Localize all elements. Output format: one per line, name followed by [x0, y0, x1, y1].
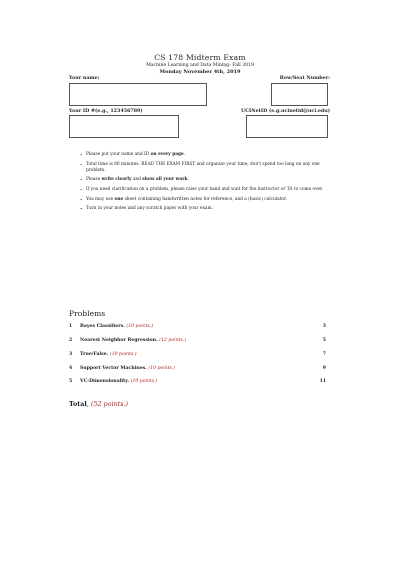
problem-row [69, 324, 326, 332]
instruction-emphasis: one [114, 196, 124, 202]
name-label: Your name: [69, 75, 100, 81]
total-value: (52 points.) [90, 400, 129, 408]
instruction-emphasis: on every page [150, 152, 184, 157]
problem-points: (10 points.) [126, 324, 154, 329]
instruction-text: Please [86, 177, 102, 183]
instruction-item [80, 187, 330, 193]
seat-label: Row/Seat Number: [279, 75, 330, 81]
instruction-text: . [187, 177, 189, 183]
instruction-text: . [183, 152, 186, 157]
total-points: Total, (52 points.) [69, 400, 129, 408]
instruction-item [80, 177, 330, 183]
instruction-text: If you need clarification on a problem, please raise your hand and wait for the instructor or TA to come over. [86, 186, 324, 192]
problem-title: Nearest Neighbor Regression. [80, 338, 158, 343]
netid-box[interactable] [246, 115, 328, 138]
name-box[interactable] [69, 83, 207, 106]
problem-row [69, 366, 326, 374]
problem-points: (12 points.) [159, 338, 186, 343]
problem-row [69, 352, 326, 360]
instruction-emphasis: write clearly [101, 177, 132, 183]
bullet-icon: • [80, 206, 83, 212]
bullet-icon: • [80, 186, 83, 192]
instruction-item [80, 206, 330, 212]
id-label: Your ID #(e.g., 123456789) [69, 108, 143, 114]
problem-title: VC-Dimensionality. [80, 379, 130, 384]
problem-points: (10 points.) [148, 366, 176, 371]
bullet-icon: • [80, 152, 83, 157]
id-box[interactable] [69, 115, 179, 138]
problem-number: 3 [69, 352, 73, 357]
problem-row [69, 379, 326, 387]
problem-title: True/False. [80, 352, 109, 357]
exam-title: CS 178 Midterm Exam [154, 53, 246, 62]
problem-name [80, 352, 137, 357]
problem-name [80, 366, 175, 371]
instruction-text: You may use [86, 196, 115, 202]
course-subtitle: Machine Learning and Data Mining: Fall 2019 [146, 63, 254, 68]
total-label: Total [69, 400, 87, 408]
problem-name [80, 338, 186, 343]
exam-header [0, 53, 400, 75]
instructions-list [80, 152, 330, 216]
instruction-text: and [131, 177, 143, 183]
instruction-emphasis: show all your work [142, 177, 188, 183]
problem-row [69, 338, 326, 346]
instruction-item [80, 162, 330, 174]
problem-page: 7 [322, 352, 326, 357]
problem-title: Bayes Classifiers. [80, 324, 125, 329]
problem-number: 5 [69, 379, 73, 384]
exam-date: Monday November 4th, 2019 [159, 69, 241, 75]
problem-page: 11 [319, 379, 326, 384]
instruction-item [80, 197, 330, 203]
instruction-text: Please put your name and ID [86, 152, 151, 157]
bullet-icon: • [80, 196, 83, 202]
problem-number: 1 [69, 324, 73, 329]
bullet-icon: • [80, 161, 83, 167]
seat-box[interactable] [271, 83, 328, 106]
instruction-item [80, 152, 330, 158]
instruction-text: Total time is 80 minutes. READ THE EXAM FIRST and organize your time; don't spend too long on any one problem. [86, 161, 320, 173]
problem-page: 9 [322, 366, 326, 371]
problem-page: 3 [322, 324, 326, 329]
problem-title: Support Vector Machines. [80, 366, 147, 371]
problems-heading: Problems [69, 309, 106, 318]
problem-points: (10 points.) [109, 352, 137, 357]
problem-name [80, 379, 157, 384]
bullet-icon: • [80, 177, 83, 183]
problem-number: 4 [69, 366, 73, 371]
problem-points: (10 points.) [130, 379, 158, 384]
netid-label: UCINetID (e.g.ucinetid@uci.edu) [240, 108, 330, 114]
problem-number: 2 [69, 338, 73, 343]
instruction-text: Turn in your notes and any scratch paper with your exam. [86, 206, 213, 212]
instruction-text: sheet containing handwritten notes for reference, and a (basic) calculator. [123, 196, 287, 202]
problem-name [80, 324, 153, 329]
problem-page: 5 [322, 338, 326, 343]
